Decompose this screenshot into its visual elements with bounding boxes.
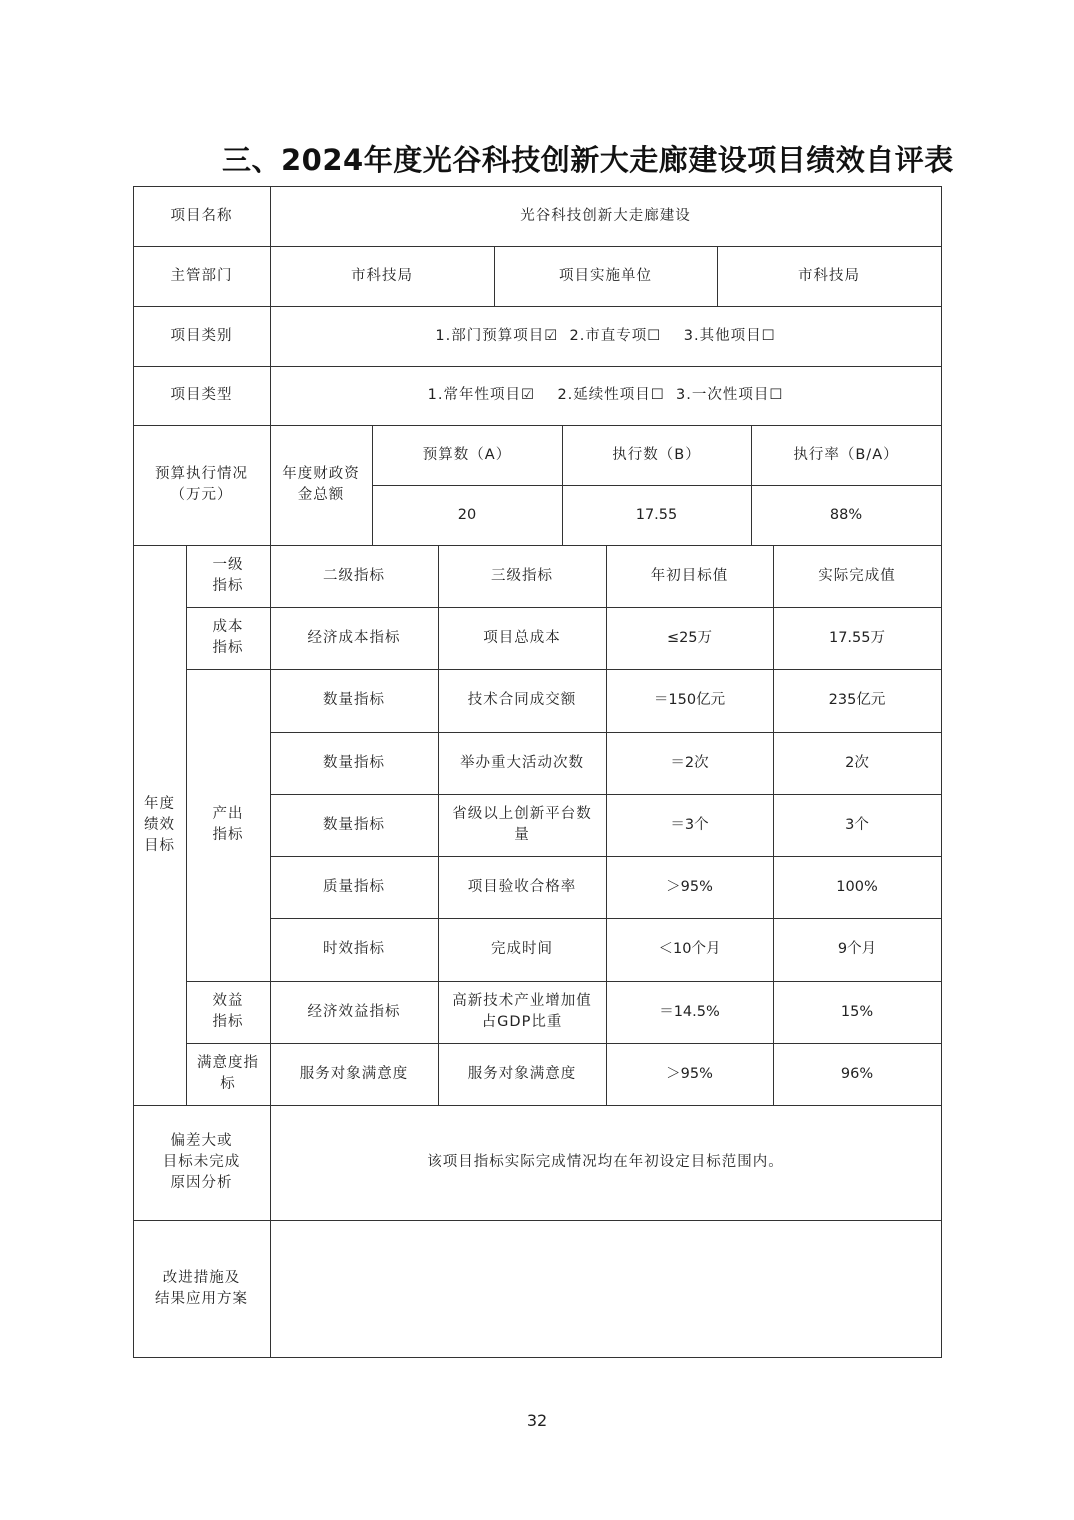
- budget-sub-label-line1: 年度财政资: [282, 466, 360, 482]
- budget-col-rate: 执行率（B/A）: [793, 446, 899, 463]
- project-name-value: 光谷科技创新大走廊建设: [520, 207, 691, 224]
- output-label-line: 指标: [212, 827, 244, 843]
- perf-section-label-line: 年度: [144, 795, 175, 812]
- perf-section-label-line: 绩效: [144, 816, 175, 833]
- budget-label: [133, 425, 270, 545]
- indicator-actual: 9个月: [837, 941, 877, 957]
- header-level1: [186, 545, 270, 607]
- improvement-label: [133, 1220, 270, 1357]
- budget-b-value: 17.55: [635, 506, 678, 523]
- indicator-level2: 经济效益指标: [307, 1003, 401, 1020]
- indicator-level2: 数量指标: [323, 816, 385, 833]
- indicator-level3: 项目验收合格率: [467, 878, 577, 895]
- indicator-level2: 质量指标: [323, 878, 385, 895]
- improvement-label-line: 结果应用方案: [155, 1290, 248, 1307]
- indicator-level2: 数量指标: [323, 754, 385, 771]
- indicator-level2: 经济成本指标: [307, 629, 401, 646]
- dept-value: 市科技局: [351, 267, 413, 284]
- indicator-actual: 17.55万: [828, 629, 885, 646]
- header-level1-line: 一级: [212, 557, 244, 573]
- cost-indicator-label: [186, 607, 270, 669]
- indicator-level3: 项目总成本: [483, 629, 561, 646]
- page-number: 32: [526, 1411, 548, 1430]
- indicator-level2: 数量指标: [323, 692, 385, 708]
- budget-label-line1: 预算执行情况: [155, 466, 248, 482]
- indicator-target: ＜10个月: [658, 941, 721, 957]
- deviation-label-line: 偏差大或: [170, 1133, 233, 1149]
- output-label-line: 产出: [212, 806, 244, 822]
- perf-section-label: [133, 545, 186, 1105]
- improvement-label-line: 改进措施及: [162, 1269, 241, 1286]
- indicator-level2: 时效指标: [323, 941, 385, 957]
- indicator-level3: [438, 981, 606, 1043]
- budget-sub-label: [270, 425, 372, 545]
- indicator-actual: 15%: [840, 1003, 874, 1020]
- header-level1-line: 指标: [212, 578, 244, 594]
- indicator-level3: 技术合同成交额: [467, 692, 577, 708]
- indicator-level3-line: 量: [514, 827, 530, 843]
- indicator-level3: 完成时间: [491, 941, 553, 957]
- cost-label-line: 指标: [212, 640, 244, 656]
- deviation-label: [133, 1105, 270, 1220]
- indicator-level3: 服务对象满意度: [467, 1065, 577, 1082]
- indicator-target: ≤25万: [666, 629, 713, 646]
- page-title: 三、2024年度光谷科技创新大走廊建设项目绩效自评表: [222, 143, 954, 177]
- header-level3: 三级指标: [491, 567, 553, 584]
- satisfaction-label-line: 满意度指: [197, 1055, 259, 1071]
- deviation-label-line: 目标未完成: [162, 1154, 241, 1170]
- budget-col-a: 预算数（A）: [422, 446, 512, 463]
- indicator-target: ＞95%: [666, 878, 713, 895]
- indicator-target: ＝2次: [670, 754, 709, 771]
- cost-label-line: 成本: [212, 619, 244, 635]
- category-options: 1.部门预算项目☑ 2.市直专项☐ 3.其他项目☐: [435, 327, 776, 344]
- deviation-label-line: 原因分析: [170, 1175, 233, 1191]
- indicator-actual: 100%: [836, 878, 878, 895]
- benefit-label-line: 效益: [212, 993, 244, 1009]
- budget-a-value: 20: [457, 506, 477, 523]
- output-indicator-label: [186, 669, 270, 981]
- project-name-label: 项目名称: [170, 207, 233, 224]
- indicator-level2: 服务对象满意度: [299, 1065, 409, 1082]
- type-options: 1.常年性项目☑ 2.延续性项目☐ 3.一次性项目☐: [427, 387, 784, 403]
- benefit-label-line: 指标: [212, 1014, 244, 1030]
- satisfaction-label-line: 标: [220, 1076, 236, 1092]
- header-actual: 实际完成值: [818, 567, 896, 584]
- indicator-level3-line: 省级以上创新平台数: [452, 806, 592, 822]
- indicator-actual: 3个: [845, 816, 869, 833]
- indicator-target: ＝14.5%: [659, 1003, 720, 1020]
- budget-col-b: 执行数（B）: [612, 446, 701, 463]
- satisfaction-indicator-label: [186, 1043, 270, 1105]
- header-target: 年初目标值: [650, 567, 729, 584]
- improvement-text: [270, 1220, 941, 1357]
- dept-label: 主管部门: [170, 267, 233, 284]
- impl-value: 市科技局: [798, 267, 860, 284]
- perf-section-label-line: 目标: [144, 837, 175, 854]
- indicator-actual: 96%: [840, 1065, 874, 1082]
- budget-label-line2: （万元）: [170, 487, 233, 503]
- indicator-target: ＝3个: [670, 816, 709, 833]
- budget-sub-label-line2: 金总额: [297, 487, 345, 503]
- header-level2: 二级指标: [323, 567, 385, 584]
- indicator-level3: [438, 794, 606, 856]
- indicator-level3: 举办重大活动次数: [460, 754, 584, 771]
- impl-label: 项目实施单位: [559, 267, 652, 284]
- indicator-target: ＝150亿元: [653, 692, 726, 708]
- deviation-text: 该项目指标实际完成情况均在年初设定目标范围内。: [427, 1154, 784, 1170]
- indicator-level3-line: 高新技术产业增加值: [452, 993, 592, 1009]
- indicator-level3-line: 占GDP比重: [481, 1014, 563, 1030]
- indicator-actual: 235亿元: [828, 692, 886, 708]
- benefit-indicator-label: [186, 981, 270, 1043]
- type-label: 项目类型: [170, 387, 233, 403]
- indicator-target: ＞95%: [666, 1065, 713, 1082]
- category-label: 项目类别: [170, 327, 233, 344]
- budget-rate-value: 88%: [829, 506, 863, 523]
- indicator-actual: 2次: [845, 754, 869, 771]
